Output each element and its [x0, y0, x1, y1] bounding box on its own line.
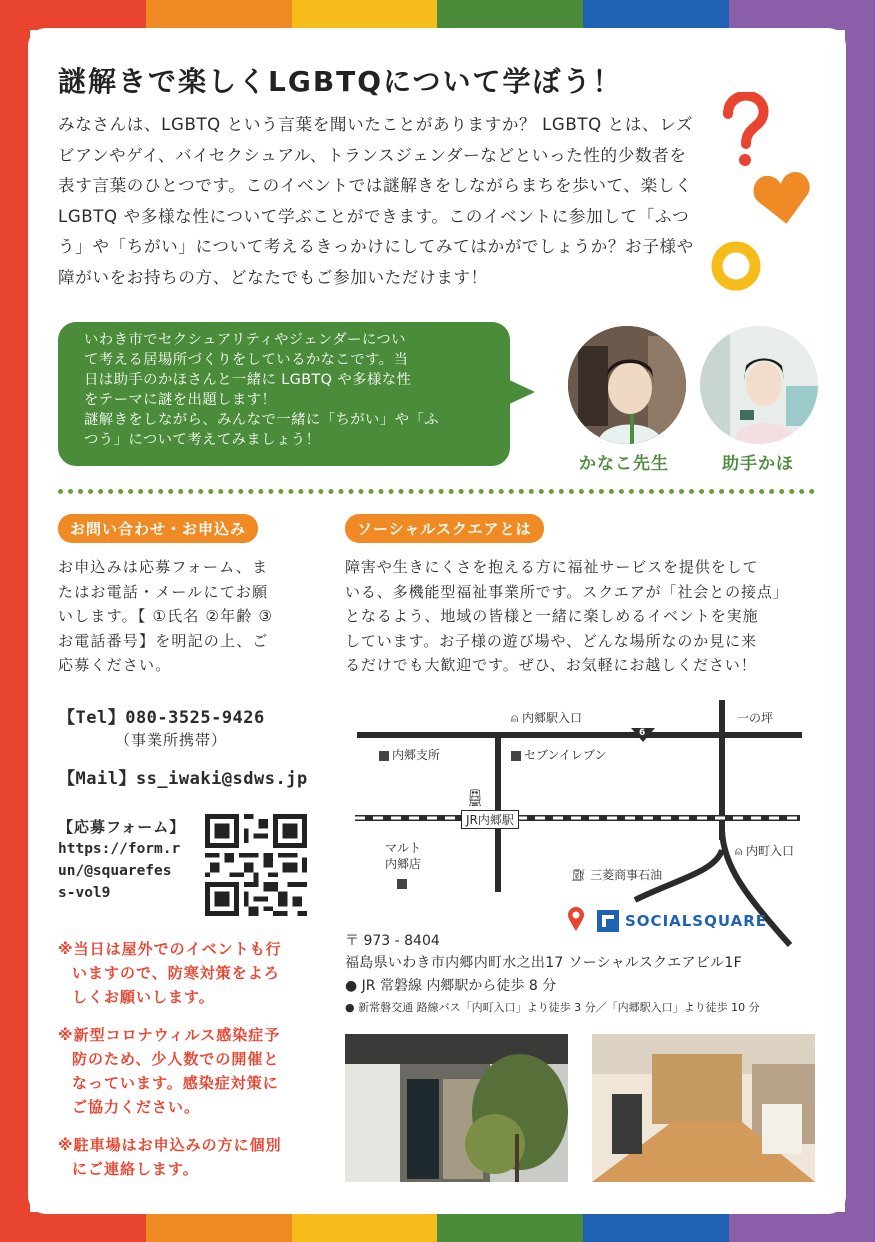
bubble-line: 日は助手のかほさんと一緒に LGBTQ や多様な性: [84, 372, 412, 388]
contact-text: [58, 555, 318, 678]
location-pin-icon: [567, 906, 585, 932]
bubble-line: て考える居場所づくりをしているかなこです。当: [84, 352, 409, 368]
note-covid: [58, 1023, 280, 1119]
contact-heading: お問い合わせ・お申込み: [58, 514, 258, 543]
rainbow-right-border: [845, 0, 875, 1242]
contact-text-line: たはお電話・メールにてお願: [58, 582, 269, 601]
page-title: 謎解きで楽しくLGBTQについて学ぼう！: [58, 65, 623, 98]
caption-kaho: 助手かほ: [722, 454, 794, 474]
map-label-maruto: [385, 840, 421, 889]
train-icon: 🚆︎: [465, 788, 486, 807]
about-heading: ソーシャルスクエアとは: [345, 514, 544, 543]
access-train: [345, 975, 556, 995]
access-text: 新常磐交通 路線バス「内町入口」より徒歩 3 分／「内郷駅入口」より徒歩 10 分: [358, 1001, 760, 1014]
bubble-line: をテーマに謎を出題します！: [84, 392, 277, 408]
bullet-icon: ●: [345, 1001, 355, 1014]
heart-icon: [752, 168, 814, 230]
map-label-text: 内町入口: [746, 844, 795, 858]
bus-stop-icon: ⍝: [735, 844, 743, 858]
map-label-text: 内郷駅入口: [522, 711, 583, 725]
rainbow-left-border: [0, 0, 30, 1242]
map-label-gas: [571, 866, 662, 883]
socialsquare-logo-icon: [597, 910, 619, 932]
form-url-line[interactable]: https://form.r: [58, 841, 181, 857]
caption-kanako: かなこ先生: [579, 454, 669, 474]
about-text-line: 障害や生きにくさを抱える方に福祉サービスを提供をして: [345, 558, 759, 576]
rainbow-top-border: [0, 0, 875, 30]
note-line: いますので、防寒対策をよろ: [72, 964, 280, 982]
ring-icon: [710, 240, 762, 292]
bullet-icon: ●: [345, 978, 358, 994]
note-line: ※新型コロナウィルス感染症予: [58, 1026, 281, 1044]
about-text-line: るだけでも大歓迎です。ぜひ、お気軽にお越しください！: [345, 656, 757, 674]
postal-code: 〒 973 - 8404: [345, 933, 440, 949]
address-line: 福島県いわき市内郷内町水之出17 ソーシャルスクエアビル1F: [345, 955, 742, 971]
note-line: ※駐車場はお申込みの方に個別: [58, 1136, 282, 1154]
note-line: ※当日は屋外でのイベントも行: [58, 940, 282, 958]
map-label-text: セブンイレブン: [524, 748, 607, 762]
about-text-line: となるよう、地域の皆様と一緒に楽しめるイベントを実施: [345, 607, 759, 625]
interior-photo: [592, 1034, 815, 1182]
rainbow-bottom-border: [0, 1212, 875, 1242]
map-label-seven: [511, 746, 606, 763]
access-bus: [345, 999, 760, 1015]
building-marker-icon: [511, 751, 521, 761]
avatar-kaho: [700, 326, 818, 444]
socialsquare-logo-text: SOCIALSQUARE: [625, 912, 767, 930]
bubble-line: つう」について考えてみましょう！: [84, 432, 321, 448]
note-line: しくお願いします。: [72, 988, 215, 1006]
gas-station-icon: ⛽︎: [571, 868, 587, 882]
contact-text-line: いします。【 ①氏名 ②年齢 ③: [58, 607, 274, 625]
access-text: JR 常磐線 内郷駅から徒歩 8 分: [361, 978, 557, 994]
map-label-text: 三菱商事石油: [590, 868, 663, 882]
access-map: [345, 700, 815, 930]
building-marker-icon: [379, 751, 389, 761]
building-exterior-photo: [345, 1034, 568, 1182]
bubble-line: いわき市でセクシュアリティやジェンダーについ: [84, 332, 406, 348]
avatar-kanako: [568, 326, 686, 444]
bubble-line: 謎解きをしながら、みんなで一緒に「ちがい」や「ふ: [84, 412, 439, 428]
map-label-station: JR内郷駅: [461, 810, 519, 829]
form-url-line[interactable]: un/@squarefes: [58, 863, 172, 879]
note-line: ご協力ください。: [72, 1098, 201, 1116]
form-label: 【応募フォーム】: [58, 818, 186, 836]
map-label-branch: [379, 746, 440, 763]
contact-text-line: お申込みは応募フォーム、ま: [58, 558, 269, 576]
intro-paragraph: みなさんは、LGBTQ という言葉を聞いたことがありますか？ LGBTQ とは、レズビアンやゲイ、バイセクシュアル、トランスジェンダーなどといった性的少数者を表す言葉のひとつです。このイベントでは謎解きをしながらまちを歩いて、楽しく LGBTQ や多様な性について学ぶことができます。このイベントに参加して「ふつう」や「ちがい」について考えるきっかけにしてみてはかがでしょうか？お子様や障がいをお持ちの方、どなたでもご参加いただけます！: [58, 115, 694, 287]
map-label-text: マルト: [385, 841, 422, 855]
mail-address[interactable]: 【Mail】ss_iwaki@sdws.jp: [58, 769, 308, 789]
route-number: 6: [639, 728, 646, 738]
question-mark-icon: [718, 92, 774, 168]
about-text-line: いる、多機能型福祉事業所です。スクエアが「社会との接点」: [345, 582, 789, 601]
form-url[interactable]: [58, 838, 180, 904]
bus-stop-icon: ⍝: [511, 711, 519, 725]
map-label-text: 内郷店: [385, 857, 422, 871]
map-label-ichinotsubo: 一の坪: [737, 711, 774, 725]
about-text-line: しています。お子様の遊び場や、どんな場所なのか見に来: [345, 631, 757, 650]
contact-text-line: 応募ください。: [58, 656, 172, 674]
map-label-text: 内郷支所: [392, 748, 441, 762]
map-label-bus-stop-1: [511, 709, 582, 726]
tel-number[interactable]: 【Tel】080-3525-9426: [58, 708, 265, 728]
note-line: にご連絡します。: [72, 1160, 199, 1178]
building-marker-icon: [397, 879, 407, 889]
note-parking: [58, 1133, 282, 1181]
about-text: [345, 555, 825, 678]
form-url-line[interactable]: s-vol9: [58, 885, 111, 901]
qr-code[interactable]: [205, 814, 307, 916]
note-line: 防のため、少人数での開催と: [72, 1050, 280, 1068]
speech-bubble: [58, 322, 510, 466]
note-line: なっています。感染症対策に: [72, 1074, 279, 1092]
map-label-bus-stop-2: [735, 842, 794, 859]
note-cold: [58, 937, 282, 1009]
contact-text-line: お電話番号】を明記の上、ご: [58, 631, 269, 650]
section-divider: [58, 489, 815, 494]
tel-note: （事業所携帯）: [115, 731, 228, 749]
